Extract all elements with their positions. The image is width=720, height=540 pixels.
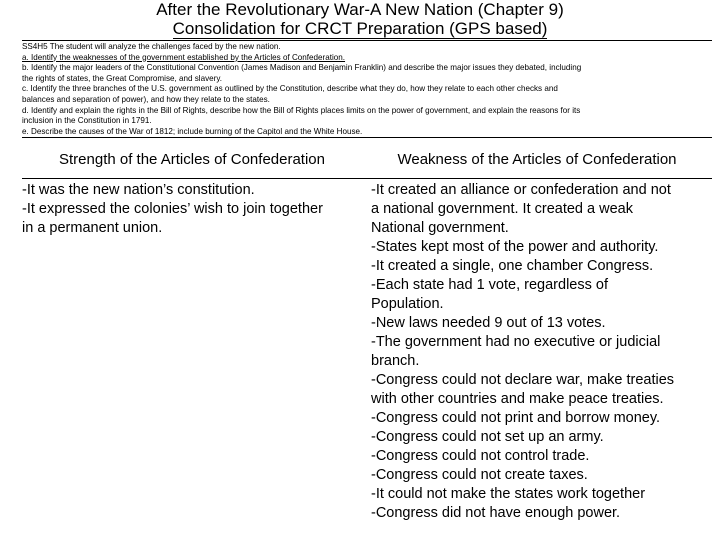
weakness-line: -New laws needed 9 out of 13 votes. bbox=[371, 315, 606, 331]
table-body-row bbox=[22, 179, 712, 537]
document-title bbox=[0, 0, 720, 39]
standard-e: e. Describe the causes of the War of 1812; include burning of the Capitol and the White House. bbox=[22, 126, 363, 136]
strength-line: in a permanent union. bbox=[22, 220, 163, 236]
weakness-line: -Congress could not declare war, make treaties bbox=[371, 372, 675, 388]
standard-a: a. Identify the weaknesses of the government established by the Articles of Confederation. bbox=[22, 52, 346, 62]
strength-weakness-table bbox=[22, 140, 712, 536]
weakness-line: with other countries and make peace treaties. bbox=[371, 391, 664, 407]
table-header-row bbox=[22, 140, 712, 179]
weakness-line: Population. bbox=[371, 296, 444, 312]
strength-header: Strength of the Articles of Confederation bbox=[22, 140, 362, 179]
weakness-line: -The government had no executive or judicial bbox=[371, 334, 661, 350]
weakness-line: -It could not make the states work together bbox=[371, 486, 646, 502]
standard-d-line1: d. Identify and explain the rights in the Bill of Rights, describe how the Bill of Rights places limits on the power of government, and explain the reasons for its bbox=[22, 105, 581, 115]
standards-box bbox=[22, 40, 712, 138]
strength-line: -It expressed the colonies’ wish to join together bbox=[22, 201, 323, 217]
weakness-line: -Congress could not control trade. bbox=[371, 448, 590, 464]
weakness-header: Weakness of the Articles of Confederation bbox=[362, 140, 712, 179]
weakness-line: National government. bbox=[371, 220, 509, 236]
standard-c-line2: balances and separation of power), and how they relate to the states. bbox=[22, 94, 270, 104]
standard-c-line1: c. Identify the three branches of the U.S. government as outlined by the Constitution, describe what they do, how they relate to each other checks and bbox=[22, 84, 558, 94]
weakness-line: -Congress did not have enough power. bbox=[371, 505, 621, 521]
title-line-1: After the Revolutionary War-A New Nation (Chapter 9) bbox=[156, 0, 564, 19]
standard-b-line1: b. Identify the major leaders of the Constitutional Convention (James Madison and Benjamin Franklin) and describe the major issues they debated, including bbox=[22, 63, 582, 73]
weakness-line: -Each state had 1 vote, regardless of bbox=[371, 277, 608, 293]
strength-line: -It was the new nation’s constitution. bbox=[22, 182, 255, 198]
weakness-cell bbox=[362, 179, 712, 537]
strength-cell bbox=[22, 179, 362, 537]
weakness-line: -Congress could not create taxes. bbox=[371, 467, 588, 483]
weakness-line: -It created an alliance or confederation and not bbox=[371, 182, 671, 198]
standard-intro: SS4H5 The student will analyze the challenges faced by the new nation. bbox=[22, 42, 281, 51]
weakness-line: -Congress could not print and borrow money. bbox=[371, 410, 661, 426]
weakness-line: -It created a single, one chamber Congress. bbox=[371, 258, 654, 274]
weakness-line: -Congress could not set up an army. bbox=[371, 429, 604, 445]
standard-d-line2: inclusion in the Constitution in 1791. bbox=[22, 116, 152, 126]
weakness-line: -States kept most of the power and authority. bbox=[371, 239, 659, 255]
title-line-2: Consolidation for CRCT Preparation (GPS based) bbox=[172, 19, 548, 38]
standard-b-line2: the rights of states, the Great Compromise, and slavery. bbox=[22, 73, 223, 83]
weakness-line: a national government. It created a weak bbox=[371, 201, 633, 217]
weakness-line: branch. bbox=[371, 353, 420, 369]
